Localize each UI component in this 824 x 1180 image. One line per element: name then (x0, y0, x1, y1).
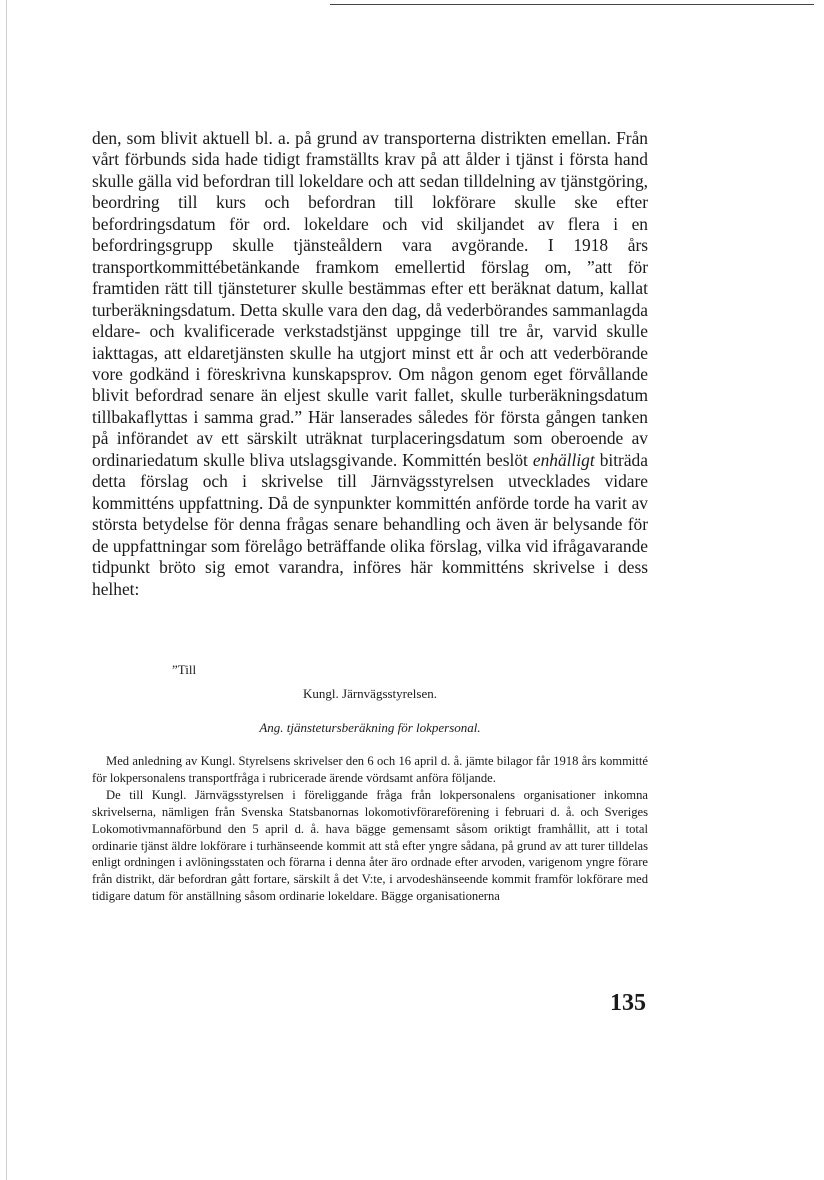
body-emphasis: enhälligt (532, 449, 595, 470)
letter-body (92, 753, 648, 905)
letter-subject: Ang. tjänstetursberäkning för lokpersonal. (259, 720, 481, 735)
letter-paragraph: De till Kungl. Järnvägsstyrelsen i föreliggande fråga från lokpersonalens organisationer inkomna skrivelserna, nämligen från Svenska Statsbanornas lokomotivförareförening i februari d. å. och Sveriges Lokomotivmannaförbund den 5 april d. å. hava bägge gemensamt såsom oriktigt framhållit, att i total ordinarie tjänst äldre lokförare i turhänseende kommit att stå efter yngre sådana, på grund av att turer tilldelas enligt ordningen i avlöningsstaten och förarna i denna åter äro ordnade efter arvoden, varigenom yngre förare från distrikt, där befordran gått fortare, särskilt å det V:te, i arvodeshänseende kommit framför lokförare med tidigare datum för anställning såsom ordinarie lokeldare. Bägge organisationerna (92, 787, 648, 904)
body-paragraph-end: biträda detta förslag och i skrivelse till Järnvägsstyrelsen utvecklades vidare kommitténs uppfattning. Då de synpunkter kommittén anförde torde ha varit av största betydelse för denna frågas senare behandling och även är belysande för de uppfattningar som förelågo beträffande olika förslag, vilka vid ifrågavarande tidpunkt bröto sig emot varandra, införes här kommitténs skrivelse i dess helhet: (92, 449, 648, 599)
body-paragraph (92, 128, 648, 600)
page-edge-line (6, 0, 7, 1180)
letter-paragraph: Med anledning av Kungl. Styrelsens skrivelser den 6 och 16 april d. å. jämte bilagor får 1918 års kommitté för lokpersonalens transportfråga i rubricerade ärende vördsamt anföra följande. (92, 754, 648, 785)
page-number: 135 (610, 990, 646, 1016)
body-paragraph-text: den, som blivit aktuell bl. a. på grund av transporterna distrikten emellan. Från vårt förbunds sida hade tidigt framställts krav på att ålder i tjänst i första hand skulle gälla vid befordran till lokeldare och att sedan tilldelning av tjänstgöring, beordring till kurs och befordran till lokförare skulle ske efter befordringsdatum för ord. lokeldare och vid skiljandet av flera i en befordringsgrupp skulle tjänsteåldern vara avgörande. I 1918 års transportkommittébetänkande framkom emellertid förslag om, ”att för framtiden rätt till tjänsteturer skulle bestämmas efter ett beräknat datum, kallat turberäkningsdatum. Detta skulle vara den dag, då vederbörandes sammanlagda eldare- och kvalificerade verkstadstjänst uppginge till tre år, varvid skulle iakttagas, att eldaretjänsten skulle ha utgjort minst ett år och att vederbörande vore godkänd i föreskrivna kunskapsprov. Om någon genom eget förvållande blivit befordrad senare än eljest skulle varit fallet, skulle turberäkningsdatum tillbakaflyttas i samma grad.” Här lanserades således för första gången tanken på införandet av ett särskilt uträknat turplaceringsdatum som oberoende av ordinariedatum skulle bliva utslagsgivande. Kommittén beslöt (92, 128, 648, 470)
body-text (92, 128, 648, 600)
top-rule (330, 4, 814, 5)
letter-salutation: ”Till (172, 662, 197, 677)
letter-recipient: Kungl. Järnvägsstyrelsen. (303, 686, 437, 701)
